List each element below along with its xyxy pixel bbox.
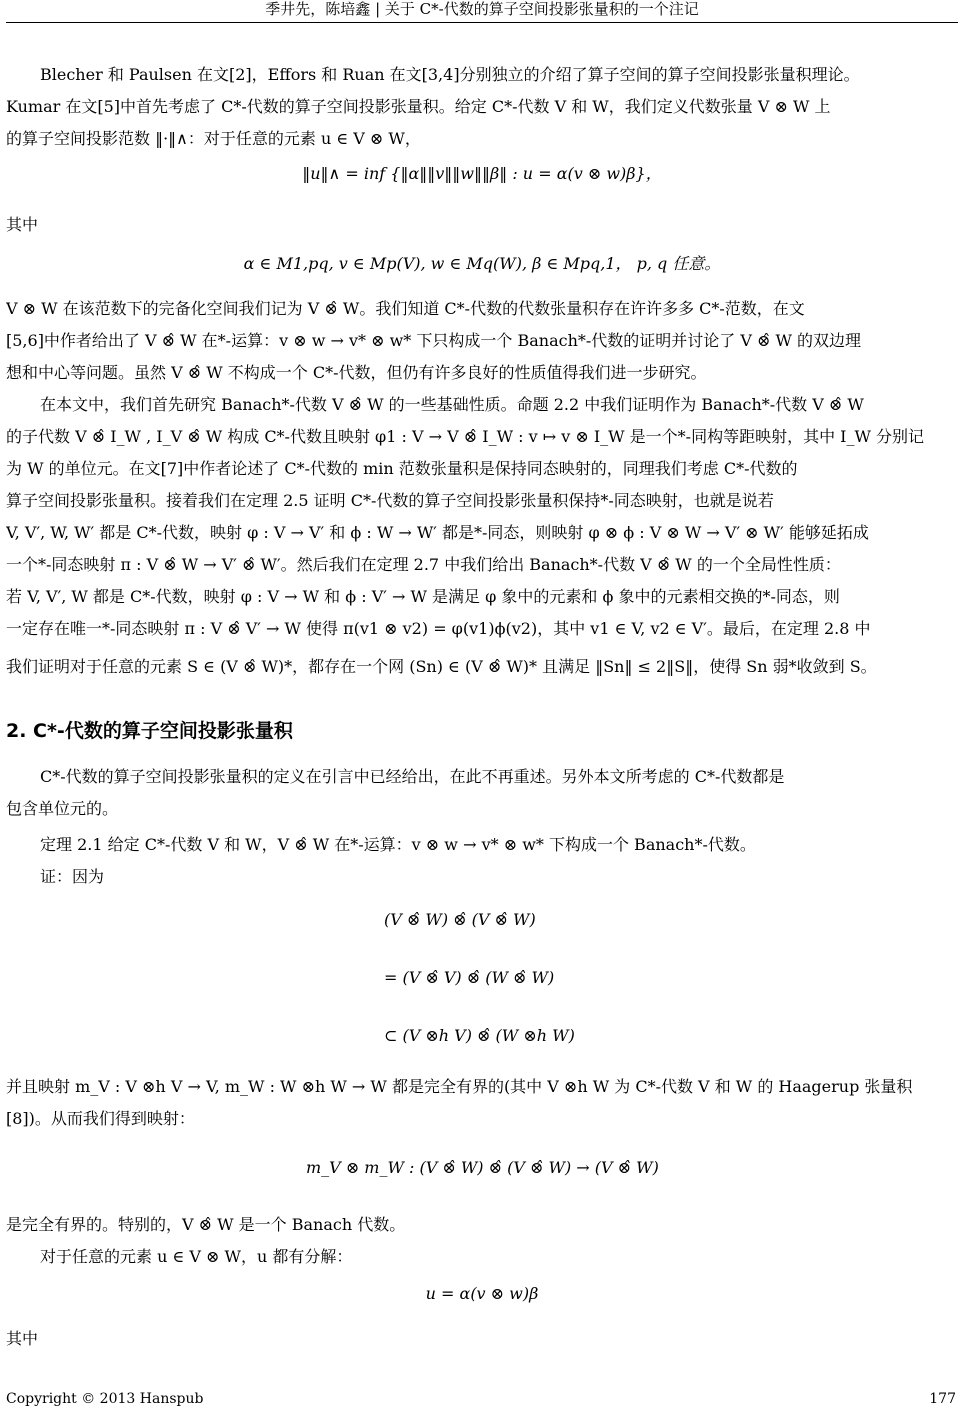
qizhong-line bbox=[6, 210, 958, 240]
map-text: 并且映射 m_V : V ⊗h V → V, m_W : W ⊗h W → W 都是完全有界的(其中 V ⊗h W 为 C*-代数 V 和 W 的 Haagerup 张量积 bbox=[6, 1077, 913, 1096]
bounded-line bbox=[6, 1210, 958, 1240]
intro2-text: 想和中心等问题。虽然 V ⊗̂ W 不构成一个 C*-代数，但仍有许多良好的性质值得我们进一步研究。 bbox=[6, 363, 707, 382]
intro3-line-9 bbox=[6, 652, 958, 682]
intro-text: 的算子空间投影范数 ‖·‖∧：对于任意的元素 u ∈ V ⊗ W， bbox=[6, 129, 421, 148]
intro3-line-7 bbox=[6, 582, 958, 612]
qizhong-text: 其中 bbox=[6, 215, 39, 234]
intro3-line-2 bbox=[6, 422, 958, 452]
page-number: 177 bbox=[929, 1391, 956, 1407]
intro3-line-5 bbox=[6, 518, 958, 548]
intro3-text: 的子代数 V ⊗̂ I_W , I_V ⊗̂ W 构成 C*-代数且映射 φ1 : V → V ⊗̂ I_W : v ↦ v ⊗ I_W 是一个*-同构等距映射，其中 I_W 分别记 bbox=[6, 427, 925, 446]
decomposition-line bbox=[40, 1242, 958, 1272]
intro3-text: 一个*-同态映射 π : V ⊗̂ W → V′ ⊗̂ W′。然后我们在定理 2.7 中我们给出 Banach*-代数 V ⊗̂ W 的一个全局性性质： bbox=[6, 555, 841, 574]
intro2-line-1 bbox=[6, 294, 958, 324]
intro3-text: 算子空间投影张量积。接着我们在定理 2.5 证明 C*-代数的算子空间投影张量积保持*-同态映射，也就是说若 bbox=[6, 491, 774, 510]
theorem-2-1 bbox=[40, 830, 958, 860]
map-line-2 bbox=[6, 1104, 958, 1134]
proof-equation-1: (V ⊗̂ W) ⊗̂ (V ⊗̂ W) bbox=[384, 910, 536, 929]
bounded-text: 是完全有界的。特别的，V ⊗̂ W 是一个 Banach 代数。 bbox=[6, 1215, 406, 1234]
intro3-text: 若 V, V′, W 都是 C*-代数，映射 φ : V → W 和 ϕ : V′ → W 是满足 φ 象中的元素和 ϕ 象中的元素相交换的*-同态，则 bbox=[6, 587, 840, 606]
section-heading: 2. C*-代数的算子空间投影张量积 bbox=[6, 720, 293, 742]
intro2-line-2 bbox=[6, 326, 958, 356]
intro-line-1 bbox=[40, 60, 958, 90]
header-rule bbox=[6, 22, 958, 23]
sec2-p1-line-2 bbox=[6, 794, 958, 824]
intro3-line-3 bbox=[6, 454, 958, 484]
intro3-line-8 bbox=[6, 614, 958, 644]
intro3-text: 为 W 的单位元。在文[7]中作者论述了 C*-代数的 min 范数张量积是保持同态映射的，同理我们考虑 C*-代数的 bbox=[6, 459, 798, 478]
intro3-line-1 bbox=[40, 390, 958, 420]
intro3-text: V, V′, W, W′ 都是 C*-代数，映射 φ : V → V′ 和 ϕ : W → W′ 都是*-同态，则映射 φ ⊗ ϕ : V ⊗ W → V′ ⊗ W′ 能够延拓成 bbox=[6, 523, 869, 542]
intro2-line-3 bbox=[6, 358, 958, 388]
proof-equation-2: = (V ⊗̂ V) ⊗̂ (W ⊗̂ W) bbox=[384, 968, 555, 987]
qizhong2-line bbox=[6, 1324, 958, 1354]
intro3-text: 在本文中，我们首先研究 Banach*-代数 V ⊗̂ W 的一些基础性质。命题 2.2 中我们证明作为 Banach*-代数 V ⊗̂ W bbox=[40, 395, 864, 414]
intro3-line-4 bbox=[6, 486, 958, 516]
intro3-text: 一定存在唯一*-同态映射 π : V ⊗̂ V′ → W 使得 π(v1 ⊗ v2) = φ(v1)ϕ(v2)，其中 v1 ∈ V, v2 ∈ V′。最后，在定理 2.8 中 bbox=[6, 619, 871, 638]
proof-equation-3: ⊂ (V ⊗h V) ⊗̂ (W ⊗h W) bbox=[384, 1026, 575, 1045]
intro3-text: 我们证明对于任意的元素 S ∈ (V ⊗̂ W)*，都存在一个网 (Sn) ∈ (V ⊗̂ W)* 且满足 ‖Sn‖ ≤ 2‖S‖，使得 Sn 弱*收敛到 S。 bbox=[6, 657, 877, 676]
equation-decomposition: u = α(v ⊗ w)β bbox=[425, 1284, 539, 1303]
sec2-p1-line-1 bbox=[40, 762, 958, 792]
copyright: Copyright © 2013 Hanspub bbox=[6, 1391, 204, 1407]
intro3-line-6 bbox=[6, 550, 958, 580]
equation-map: m_V ⊗ m_W : (V ⊗̂ W) ⊗̂ (V ⊗̂ W) → (V ⊗̂ W) bbox=[306, 1158, 659, 1177]
intro-text: Kumar 在文[5]中首先考虑了 C*-代数的算子空间投影张量积。给定 C*-代数 V 和 W，我们定义代数张量 V ⊗ W 上 bbox=[6, 97, 831, 116]
proof-start bbox=[40, 862, 958, 892]
equation-conditions: α ∈ M1,pq, v ∈ Mp(V), w ∈ Mq(W), β ∈ Mpq,1， p, q 任意。 bbox=[243, 254, 721, 273]
qizhong2-text: 其中 bbox=[6, 1329, 39, 1348]
sec2-text: C*-代数的算子空间投影张量积的定义在引言中已经给出，在此不再重述。另外本文所考虑的 C*-代数都是 bbox=[40, 767, 785, 786]
decomposition-text: 对于任意的元素 u ∈ V ⊗ W，u 都有分解： bbox=[40, 1247, 353, 1266]
running-header: 季井先，陈培鑫 | 关于 C*-代数的算子空间投影张量积的一个注记 bbox=[265, 0, 699, 18]
intro-line-3 bbox=[6, 124, 958, 154]
sec2-text: 包含单位元的。 bbox=[6, 799, 119, 818]
intro-text: Blecher 和 Paulsen 在文[2]，Effors 和 Ruan 在文[3,4]分别独立的介绍了算子空间的算子空间投影张量积理论。 bbox=[40, 65, 860, 84]
equation-norm: ‖u‖∧ = inf {‖α‖‖v‖‖w‖‖β‖ : u = α(v ⊗ w)β}， bbox=[302, 164, 662, 183]
proof-text: 证：因为 bbox=[40, 867, 105, 886]
intro2-text: [5,6]中作者给出了 V ⊗̂ W 在*-运算：v ⊗ w → v* ⊗ w* 下只构成一个 Banach*-代数的证明并讨论了 V ⊗̂ W 的双边理 bbox=[6, 331, 862, 350]
map-line-1 bbox=[6, 1072, 958, 1102]
intro2-text: V ⊗ W 在该范数下的完备化空间我们记为 V ⊗̂ W。我们知道 C*-代数的代数张量积存在许许多多 C*-范数，在文 bbox=[6, 299, 805, 318]
theorem-text: 定理 2.1 给定 C*-代数 V 和 W，V ⊗̂ W 在*-运算：v ⊗ w → v* ⊗ w* 下构成一个 Banach*-代数。 bbox=[40, 835, 756, 854]
intro-line-2 bbox=[6, 92, 958, 122]
map-text: [8])。从而我们得到映射： bbox=[6, 1109, 195, 1128]
